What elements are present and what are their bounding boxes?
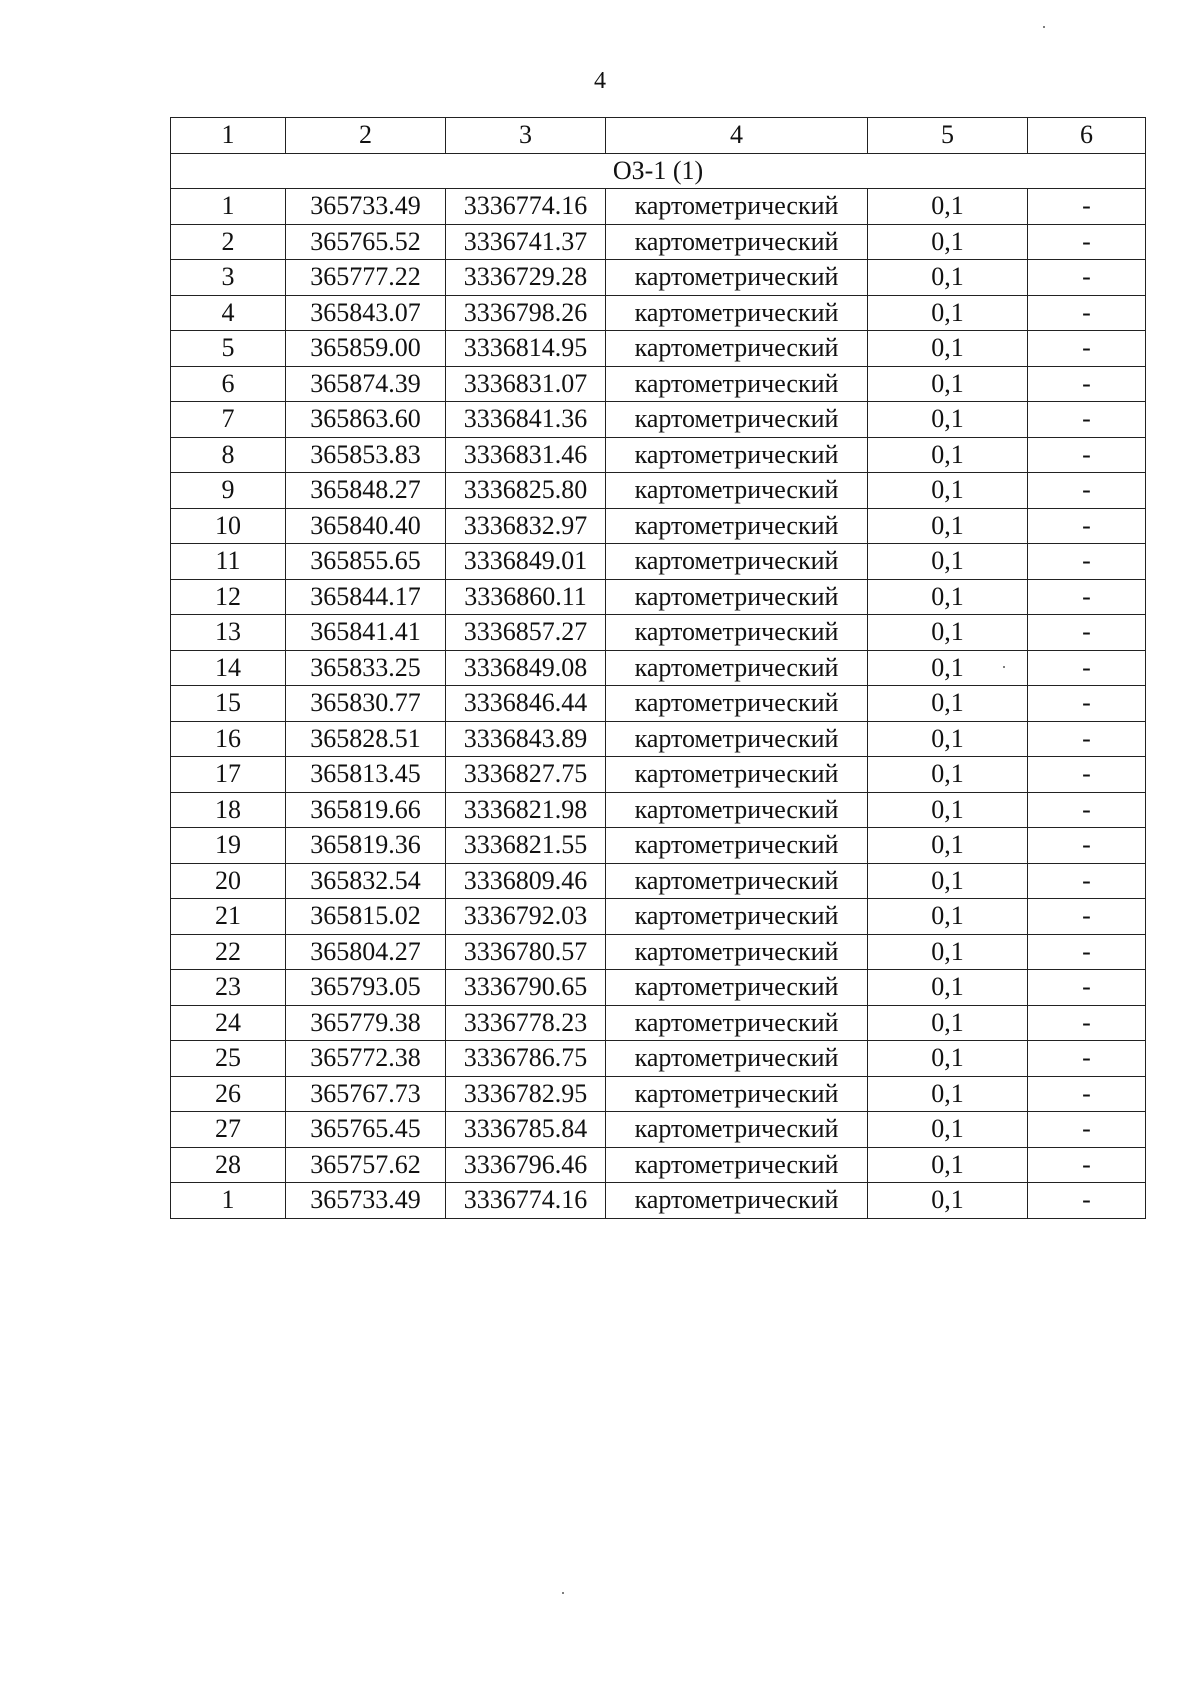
method-cell: картометрический [606, 970, 868, 1006]
y-coordinate-cell: 3336774.16 [446, 189, 606, 225]
method-cell: картометрический [606, 1005, 868, 1041]
point-number-cell: 21 [171, 899, 286, 935]
x-coordinate-cell: 365863.60 [286, 402, 446, 438]
y-coordinate-cell: 3336790.65 [446, 970, 606, 1006]
point-number-cell: 18 [171, 792, 286, 828]
point-number-cell: 12 [171, 579, 286, 615]
table-row [171, 579, 1146, 615]
header-cell-3: 3 [446, 118, 606, 154]
y-coordinate-cell: 3336796.46 [446, 1147, 606, 1183]
table-row [171, 508, 1146, 544]
x-coordinate-cell: 365828.51 [286, 721, 446, 757]
header-cell-4: 4 [606, 118, 868, 154]
point-number-cell: 24 [171, 1005, 286, 1041]
note-cell: - [1028, 792, 1146, 828]
y-coordinate-cell: 3336849.08 [446, 650, 606, 686]
accuracy-cell: 0,1 [868, 899, 1028, 935]
note-cell: - [1028, 615, 1146, 651]
x-coordinate-cell: 365767.73 [286, 1076, 446, 1112]
method-cell: картометрический [606, 1112, 868, 1148]
note-cell: - [1028, 224, 1146, 260]
point-number-cell: 27 [171, 1112, 286, 1148]
x-coordinate-cell: 365848.27 [286, 473, 446, 509]
note-cell: - [1028, 863, 1146, 899]
x-coordinate-cell: 365793.05 [286, 970, 446, 1006]
note-cell: - [1028, 579, 1146, 615]
scan-speck [1003, 666, 1005, 668]
x-coordinate-cell: 365855.65 [286, 544, 446, 580]
table-row [171, 863, 1146, 899]
point-number-cell: 26 [171, 1076, 286, 1112]
y-coordinate-cell: 3336846.44 [446, 686, 606, 722]
y-coordinate-cell: 3336821.55 [446, 828, 606, 864]
accuracy-cell: 0,1 [868, 189, 1028, 225]
accuracy-cell: 0,1 [868, 828, 1028, 864]
table-row [171, 686, 1146, 722]
table-row [171, 721, 1146, 757]
point-number-cell: 8 [171, 437, 286, 473]
x-coordinate-cell: 365874.39 [286, 366, 446, 402]
accuracy-cell: 0,1 [868, 792, 1028, 828]
y-coordinate-cell: 3336841.36 [446, 402, 606, 438]
accuracy-cell: 0,1 [868, 402, 1028, 438]
x-coordinate-cell: 365779.38 [286, 1005, 446, 1041]
point-number-cell: 3 [171, 260, 286, 296]
y-coordinate-cell: 3336821.98 [446, 792, 606, 828]
y-coordinate-cell: 3336860.11 [446, 579, 606, 615]
accuracy-cell: 0,1 [868, 579, 1028, 615]
accuracy-cell: 0,1 [868, 544, 1028, 580]
x-coordinate-cell: 365804.27 [286, 934, 446, 970]
accuracy-cell: 0,1 [868, 970, 1028, 1006]
header-cell-6: 6 [1028, 118, 1146, 154]
table-row [171, 437, 1146, 473]
method-cell: картометрический [606, 437, 868, 473]
x-coordinate-cell: 365733.49 [286, 1183, 446, 1219]
method-cell: картометрический [606, 366, 868, 402]
method-cell: картометрический [606, 331, 868, 367]
table-row [171, 189, 1146, 225]
note-cell: - [1028, 402, 1146, 438]
y-coordinate-cell: 3336780.57 [446, 934, 606, 970]
note-cell: - [1028, 1041, 1146, 1077]
point-number-cell: 10 [171, 508, 286, 544]
table-row [171, 899, 1146, 935]
y-coordinate-cell: 3336825.80 [446, 473, 606, 509]
accuracy-cell: 0,1 [868, 1183, 1028, 1219]
table-row [171, 544, 1146, 580]
table-row [171, 473, 1146, 509]
table-row [171, 615, 1146, 651]
y-coordinate-cell: 3336786.75 [446, 1041, 606, 1077]
method-cell: картометрический [606, 544, 868, 580]
x-coordinate-cell: 365833.25 [286, 650, 446, 686]
x-coordinate-cell: 365843.07 [286, 295, 446, 331]
coordinates-table [170, 117, 1146, 1219]
point-number-cell: 22 [171, 934, 286, 970]
table-row [171, 1076, 1146, 1112]
note-cell: - [1028, 473, 1146, 509]
table-row [171, 1112, 1146, 1148]
table-row [171, 402, 1146, 438]
accuracy-cell: 0,1 [868, 1005, 1028, 1041]
table-row [171, 828, 1146, 864]
note-cell: - [1028, 189, 1146, 225]
y-coordinate-cell: 3336774.16 [446, 1183, 606, 1219]
table-row [171, 366, 1146, 402]
note-cell: - [1028, 828, 1146, 864]
method-cell: картометрический [606, 863, 868, 899]
point-number-cell: 6 [171, 366, 286, 402]
note-cell: - [1028, 331, 1146, 367]
header-cell-1: 1 [171, 118, 286, 154]
note-cell: - [1028, 721, 1146, 757]
table-row [171, 1041, 1146, 1077]
method-cell: картометрический [606, 295, 868, 331]
note-cell: - [1028, 295, 1146, 331]
accuracy-cell: 0,1 [868, 366, 1028, 402]
x-coordinate-cell: 365765.45 [286, 1112, 446, 1148]
x-coordinate-cell: 365772.38 [286, 1041, 446, 1077]
method-cell: картометрический [606, 757, 868, 793]
accuracy-cell: 0,1 [868, 260, 1028, 296]
point-number-cell: 2 [171, 224, 286, 260]
method-cell: картометрический [606, 189, 868, 225]
point-number-cell: 7 [171, 402, 286, 438]
note-cell: - [1028, 260, 1146, 296]
point-number-cell: 16 [171, 721, 286, 757]
accuracy-cell: 0,1 [868, 331, 1028, 367]
x-coordinate-cell: 365819.36 [286, 828, 446, 864]
point-number-cell: 19 [171, 828, 286, 864]
method-cell: картометрический [606, 792, 868, 828]
table-row [171, 757, 1146, 793]
accuracy-cell: 0,1 [868, 615, 1028, 651]
header-cell-5: 5 [868, 118, 1028, 154]
section-title: ОЗ-1 (1) [171, 153, 1146, 189]
note-cell: - [1028, 1005, 1146, 1041]
table-row [171, 934, 1146, 970]
x-coordinate-cell: 365832.54 [286, 863, 446, 899]
point-number-cell: 17 [171, 757, 286, 793]
table-row [171, 1183, 1146, 1219]
y-coordinate-cell: 3336849.01 [446, 544, 606, 580]
note-cell: - [1028, 686, 1146, 722]
x-coordinate-cell: 365819.66 [286, 792, 446, 828]
y-coordinate-cell: 3336831.07 [446, 366, 606, 402]
point-number-cell: 20 [171, 863, 286, 899]
point-number-cell: 11 [171, 544, 286, 580]
note-cell: - [1028, 508, 1146, 544]
point-number-cell: 1 [171, 189, 286, 225]
method-cell: картометрический [606, 402, 868, 438]
note-cell: - [1028, 650, 1146, 686]
accuracy-cell: 0,1 [868, 757, 1028, 793]
y-coordinate-cell: 3336778.23 [446, 1005, 606, 1041]
accuracy-cell: 0,1 [868, 1041, 1028, 1077]
y-coordinate-cell: 3336792.03 [446, 899, 606, 935]
y-coordinate-cell: 3336782.95 [446, 1076, 606, 1112]
accuracy-cell: 0,1 [868, 934, 1028, 970]
method-cell: картометрический [606, 260, 868, 296]
header-row [171, 118, 1146, 154]
x-coordinate-cell: 365840.40 [286, 508, 446, 544]
point-number-cell: 25 [171, 1041, 286, 1077]
table-row [171, 1147, 1146, 1183]
method-cell: картометрический [606, 579, 868, 615]
accuracy-cell: 0,1 [868, 473, 1028, 509]
y-coordinate-cell: 3336785.84 [446, 1112, 606, 1148]
x-coordinate-cell: 365841.41 [286, 615, 446, 651]
method-cell: картометрический [606, 473, 868, 509]
table-row [171, 1005, 1146, 1041]
y-coordinate-cell: 3336831.46 [446, 437, 606, 473]
y-coordinate-cell: 3336809.46 [446, 863, 606, 899]
section-row [171, 153, 1146, 189]
table-row [171, 260, 1146, 296]
point-number-cell: 5 [171, 331, 286, 367]
method-cell: картометрический [606, 615, 868, 651]
point-number-cell: 14 [171, 650, 286, 686]
accuracy-cell: 0,1 [868, 437, 1028, 473]
accuracy-cell: 0,1 [868, 508, 1028, 544]
accuracy-cell: 0,1 [868, 686, 1028, 722]
accuracy-cell: 0,1 [868, 863, 1028, 899]
x-coordinate-cell: 365844.17 [286, 579, 446, 615]
note-cell: - [1028, 1076, 1146, 1112]
method-cell: картометрический [606, 1183, 868, 1219]
y-coordinate-cell: 3336843.89 [446, 721, 606, 757]
point-number-cell: 13 [171, 615, 286, 651]
method-cell: картометрический [606, 650, 868, 686]
method-cell: картометрический [606, 934, 868, 970]
accuracy-cell: 0,1 [868, 1147, 1028, 1183]
x-coordinate-cell: 365813.45 [286, 757, 446, 793]
method-cell: картометрический [606, 508, 868, 544]
note-cell: - [1028, 437, 1146, 473]
x-coordinate-cell: 365853.83 [286, 437, 446, 473]
method-cell: картометрический [606, 1041, 868, 1077]
point-number-cell: 23 [171, 970, 286, 1006]
note-cell: - [1028, 934, 1146, 970]
x-coordinate-cell: 365757.62 [286, 1147, 446, 1183]
x-coordinate-cell: 365765.52 [286, 224, 446, 260]
y-coordinate-cell: 3336827.75 [446, 757, 606, 793]
point-number-cell: 15 [171, 686, 286, 722]
note-cell: - [1028, 366, 1146, 402]
note-cell: - [1028, 899, 1146, 935]
table-row [171, 792, 1146, 828]
y-coordinate-cell: 3336832.97 [446, 508, 606, 544]
y-coordinate-cell: 3336857.27 [446, 615, 606, 651]
note-cell: - [1028, 544, 1146, 580]
accuracy-cell: 0,1 [868, 295, 1028, 331]
x-coordinate-cell: 365733.49 [286, 189, 446, 225]
accuracy-cell: 0,1 [868, 1112, 1028, 1148]
point-number-cell: 4 [171, 295, 286, 331]
page-number: 4 [594, 68, 606, 94]
table-row [171, 970, 1146, 1006]
table-row [171, 295, 1146, 331]
x-coordinate-cell: 365777.22 [286, 260, 446, 296]
method-cell: картометрический [606, 686, 868, 722]
note-cell: - [1028, 1112, 1146, 1148]
method-cell: картометрический [606, 224, 868, 260]
scan-speck [562, 1592, 564, 1594]
accuracy-cell: 0,1 [868, 224, 1028, 260]
x-coordinate-cell: 365830.77 [286, 686, 446, 722]
accuracy-cell: 0,1 [868, 721, 1028, 757]
note-cell: - [1028, 757, 1146, 793]
y-coordinate-cell: 3336798.26 [446, 295, 606, 331]
note-cell: - [1028, 970, 1146, 1006]
method-cell: картометрический [606, 899, 868, 935]
x-coordinate-cell: 365815.02 [286, 899, 446, 935]
x-coordinate-cell: 365859.00 [286, 331, 446, 367]
method-cell: картометрический [606, 828, 868, 864]
point-number-cell: 28 [171, 1147, 286, 1183]
accuracy-cell: 0,1 [868, 650, 1028, 686]
scan-speck [1043, 26, 1045, 28]
table-row [171, 331, 1146, 367]
method-cell: картометрический [606, 1076, 868, 1112]
accuracy-cell: 0,1 [868, 1076, 1028, 1112]
point-number-cell: 1 [171, 1183, 286, 1219]
method-cell: картометрический [606, 721, 868, 757]
header-cell-2: 2 [286, 118, 446, 154]
note-cell: - [1028, 1147, 1146, 1183]
point-number-cell: 9 [171, 473, 286, 509]
y-coordinate-cell: 3336741.37 [446, 224, 606, 260]
y-coordinate-cell: 3336729.28 [446, 260, 606, 296]
method-cell: картометрический [606, 1147, 868, 1183]
table-row [171, 224, 1146, 260]
table-row [171, 650, 1146, 686]
note-cell: - [1028, 1183, 1146, 1219]
y-coordinate-cell: 3336814.95 [446, 331, 606, 367]
